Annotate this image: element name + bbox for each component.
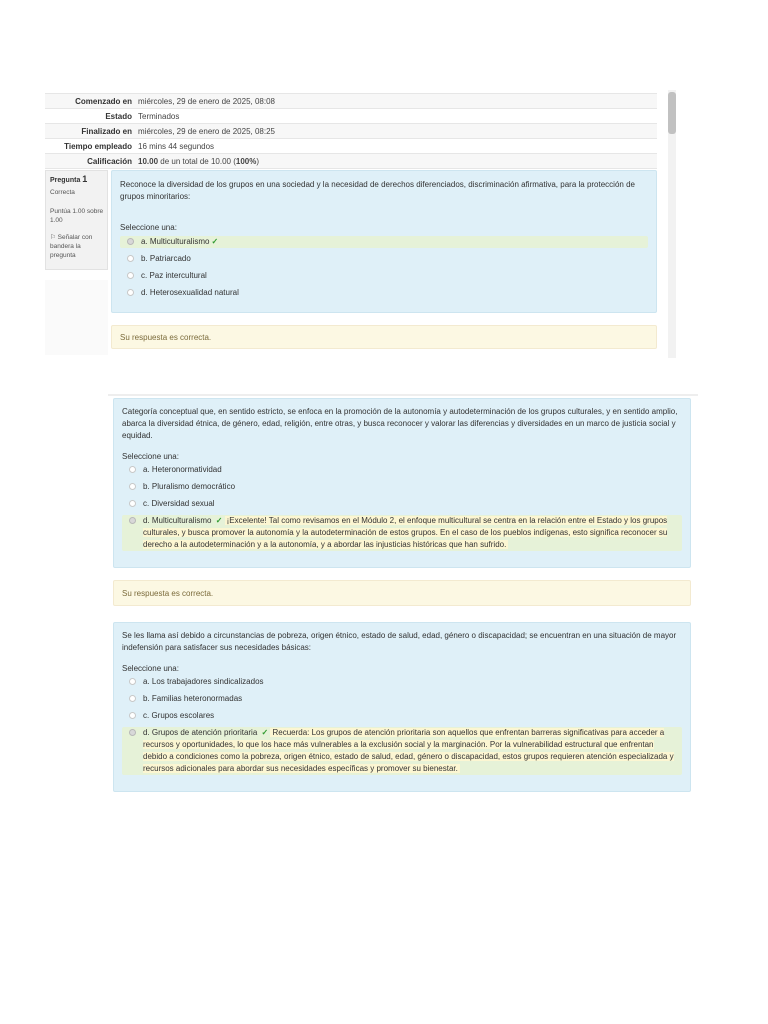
question-state: Correcta	[50, 189, 75, 196]
flag-question-link[interactable]	[50, 233, 107, 260]
summary-label: Comenzado en	[75, 96, 132, 106]
answer-option-b[interactable]	[122, 481, 682, 493]
feedback-text: Su respuesta es correcta.	[122, 588, 214, 598]
answer-label: d. Multiculturalismo	[143, 516, 212, 525]
answer-option-c[interactable]	[122, 710, 682, 722]
answer-option-b[interactable]	[120, 253, 648, 265]
answer-label: c. Diversidad sexual	[143, 499, 215, 508]
flag-icon: ⚐	[50, 234, 56, 241]
grade-total: de un total de 10.00 (	[158, 156, 236, 166]
answer-option-a[interactable]	[120, 236, 648, 248]
question-points: Puntúa 1.00 sobre 1.00	[50, 208, 104, 224]
answer-option-a[interactable]	[122, 676, 682, 688]
summary-value: 16 mins 44 segundos	[138, 141, 215, 151]
answer-with-feedback	[143, 515, 678, 551]
answer-option-c[interactable]	[120, 270, 648, 282]
radio-icon[interactable]	[127, 289, 134, 296]
radio-icon[interactable]	[129, 483, 136, 490]
summary-value: miércoles, 29 de enero de 2025, 08:08	[138, 96, 275, 106]
answer-with-feedback	[143, 727, 678, 775]
radio-icon[interactable]	[129, 517, 136, 524]
answer-prompt: Seleccione una:	[122, 664, 179, 673]
answer-option-d[interactable]	[120, 287, 648, 299]
question-card-2	[113, 398, 691, 568]
flag-question-label: Señalar con bandera la pregunta	[50, 234, 93, 259]
summary-row-started	[45, 93, 657, 108]
radio-icon[interactable]	[127, 272, 134, 279]
summary-row-finished	[45, 123, 657, 138]
check-icon: ✓	[261, 728, 269, 737]
question-info-box	[45, 170, 108, 270]
radio-icon[interactable]	[129, 678, 136, 685]
summary-label: Estado	[105, 111, 132, 121]
summary-value: Terminados	[138, 111, 180, 121]
answer-label: c. Grupos escolares	[143, 711, 215, 720]
question-number	[50, 175, 107, 185]
answer-label: b. Familias heteronormadas	[143, 694, 243, 703]
feedback-box-2	[113, 580, 691, 606]
answer-option-c[interactable]	[122, 498, 682, 510]
specific-feedback: ¡Excelente! Tal como revisamos en el Módulo 2, el enfoque multicultural se centra en la relación entre el Estado y los grupos culturales, y busca promover la autonomía y la autodeterminación de estos grupos. En el caso de los pueblos indígenas, esto significa reconocer su derecho a la autodeterminación y a la autonomía, y a abordar las injusticias históricas que han sufrido.	[143, 516, 668, 549]
sidebar-blank	[45, 280, 108, 355]
question-number-value: 1	[82, 174, 88, 184]
radio-icon[interactable]	[129, 729, 136, 736]
scrollbar[interactable]	[668, 90, 676, 358]
question-text: Se les llama así debido a circunstancias de pobreza, origen étnico, estado de salud, edad, género o discapacidad; se encuentran en una situación de mayor indefensión para satisfacer sus necesidades básicas:	[122, 631, 677, 652]
answer-option-d[interactable]	[122, 515, 682, 551]
summary-row-grade	[45, 153, 657, 169]
feedback-text: Su respuesta es correcta.	[120, 332, 212, 342]
question-text: Reconoce la diversidad de los grupos en una sociedad y la necesidad de derechos diferenciados, discriminación afirmativa, para la protección de grupos minoritarios:	[120, 180, 635, 201]
question-label: Pregunta	[50, 177, 81, 184]
answer-label: b. Patriarcado	[141, 254, 191, 263]
summary-value: miércoles, 29 de enero de 2025, 08:25	[138, 126, 275, 136]
answer-label: a. Heteronormatividad	[143, 465, 222, 474]
radio-icon[interactable]	[129, 712, 136, 719]
answer-prompt: Seleccione una:	[122, 452, 179, 461]
answer-option-b[interactable]	[122, 693, 682, 705]
question-text: Categoría conceptual que, en sentido estricto, se enfoca en la promoción de la autonomía y autodeterminación de los grupos culturales, y en sentido amplio, abarca la diversidad étnica, de género, edad, religión, entre otras, y busca reconocer y valorar las diferencias y diversidades en un marco de justicia social y equidad.	[122, 407, 678, 440]
radio-icon[interactable]	[129, 500, 136, 507]
answer-option-d[interactable]	[122, 727, 682, 775]
answer-option-a[interactable]	[122, 464, 682, 476]
answer-label: a. Los trabajadores sindicalizados	[143, 677, 264, 686]
feedback-box-1	[111, 325, 657, 349]
question-card-3	[113, 622, 691, 792]
question-card-1	[111, 170, 657, 313]
answer-prompt: Seleccione una:	[120, 223, 177, 232]
grade-close: )	[256, 156, 260, 166]
divider	[108, 394, 698, 396]
attempt-summary-table	[45, 93, 657, 169]
check-icon: ✓	[215, 516, 223, 525]
scrollbar-thumb[interactable]	[668, 92, 676, 134]
summary-row-time	[45, 138, 657, 153]
radio-icon[interactable]	[129, 695, 136, 702]
specific-feedback: Recuerda: Los grupos de atención prioritaria son aquellos que enfrentan barreras significativas para acceder a recursos y oportunidades, lo que los hace más vulnerables a la exclusión social y la marginación. Por la vulnerabilidad estructural que enfrentan debido a condiciones como la pobreza, origen étnico, estado de salud, edad, género o discapacidad, estos grupos requieren atención especializada y recursos adicionales para abordar sus necesidades específicas y promover su bienestar.	[143, 728, 674, 773]
grade-value	[138, 157, 259, 166]
answer-label: b. Pluralismo democrático	[143, 482, 236, 491]
check-icon: ✓	[211, 237, 219, 246]
answer-label: c. Paz intercultural	[141, 271, 207, 280]
grade-percent: 100%	[235, 156, 257, 166]
answer-label: d. Heterosexualidad natural	[141, 288, 239, 297]
radio-icon[interactable]	[129, 466, 136, 473]
summary-label: Calificación	[87, 156, 132, 166]
radio-icon[interactable]	[127, 238, 134, 245]
summary-label: Tiempo empleado	[64, 141, 132, 151]
answer-label: d. Grupos de atención prioritaria	[143, 728, 258, 737]
summary-label: Finalizado en	[81, 126, 132, 136]
answer-label: a. Multiculturalismo	[141, 237, 210, 246]
summary-row-state	[45, 108, 657, 123]
grade-score: 10.00	[138, 156, 159, 166]
radio-icon[interactable]	[127, 255, 134, 262]
